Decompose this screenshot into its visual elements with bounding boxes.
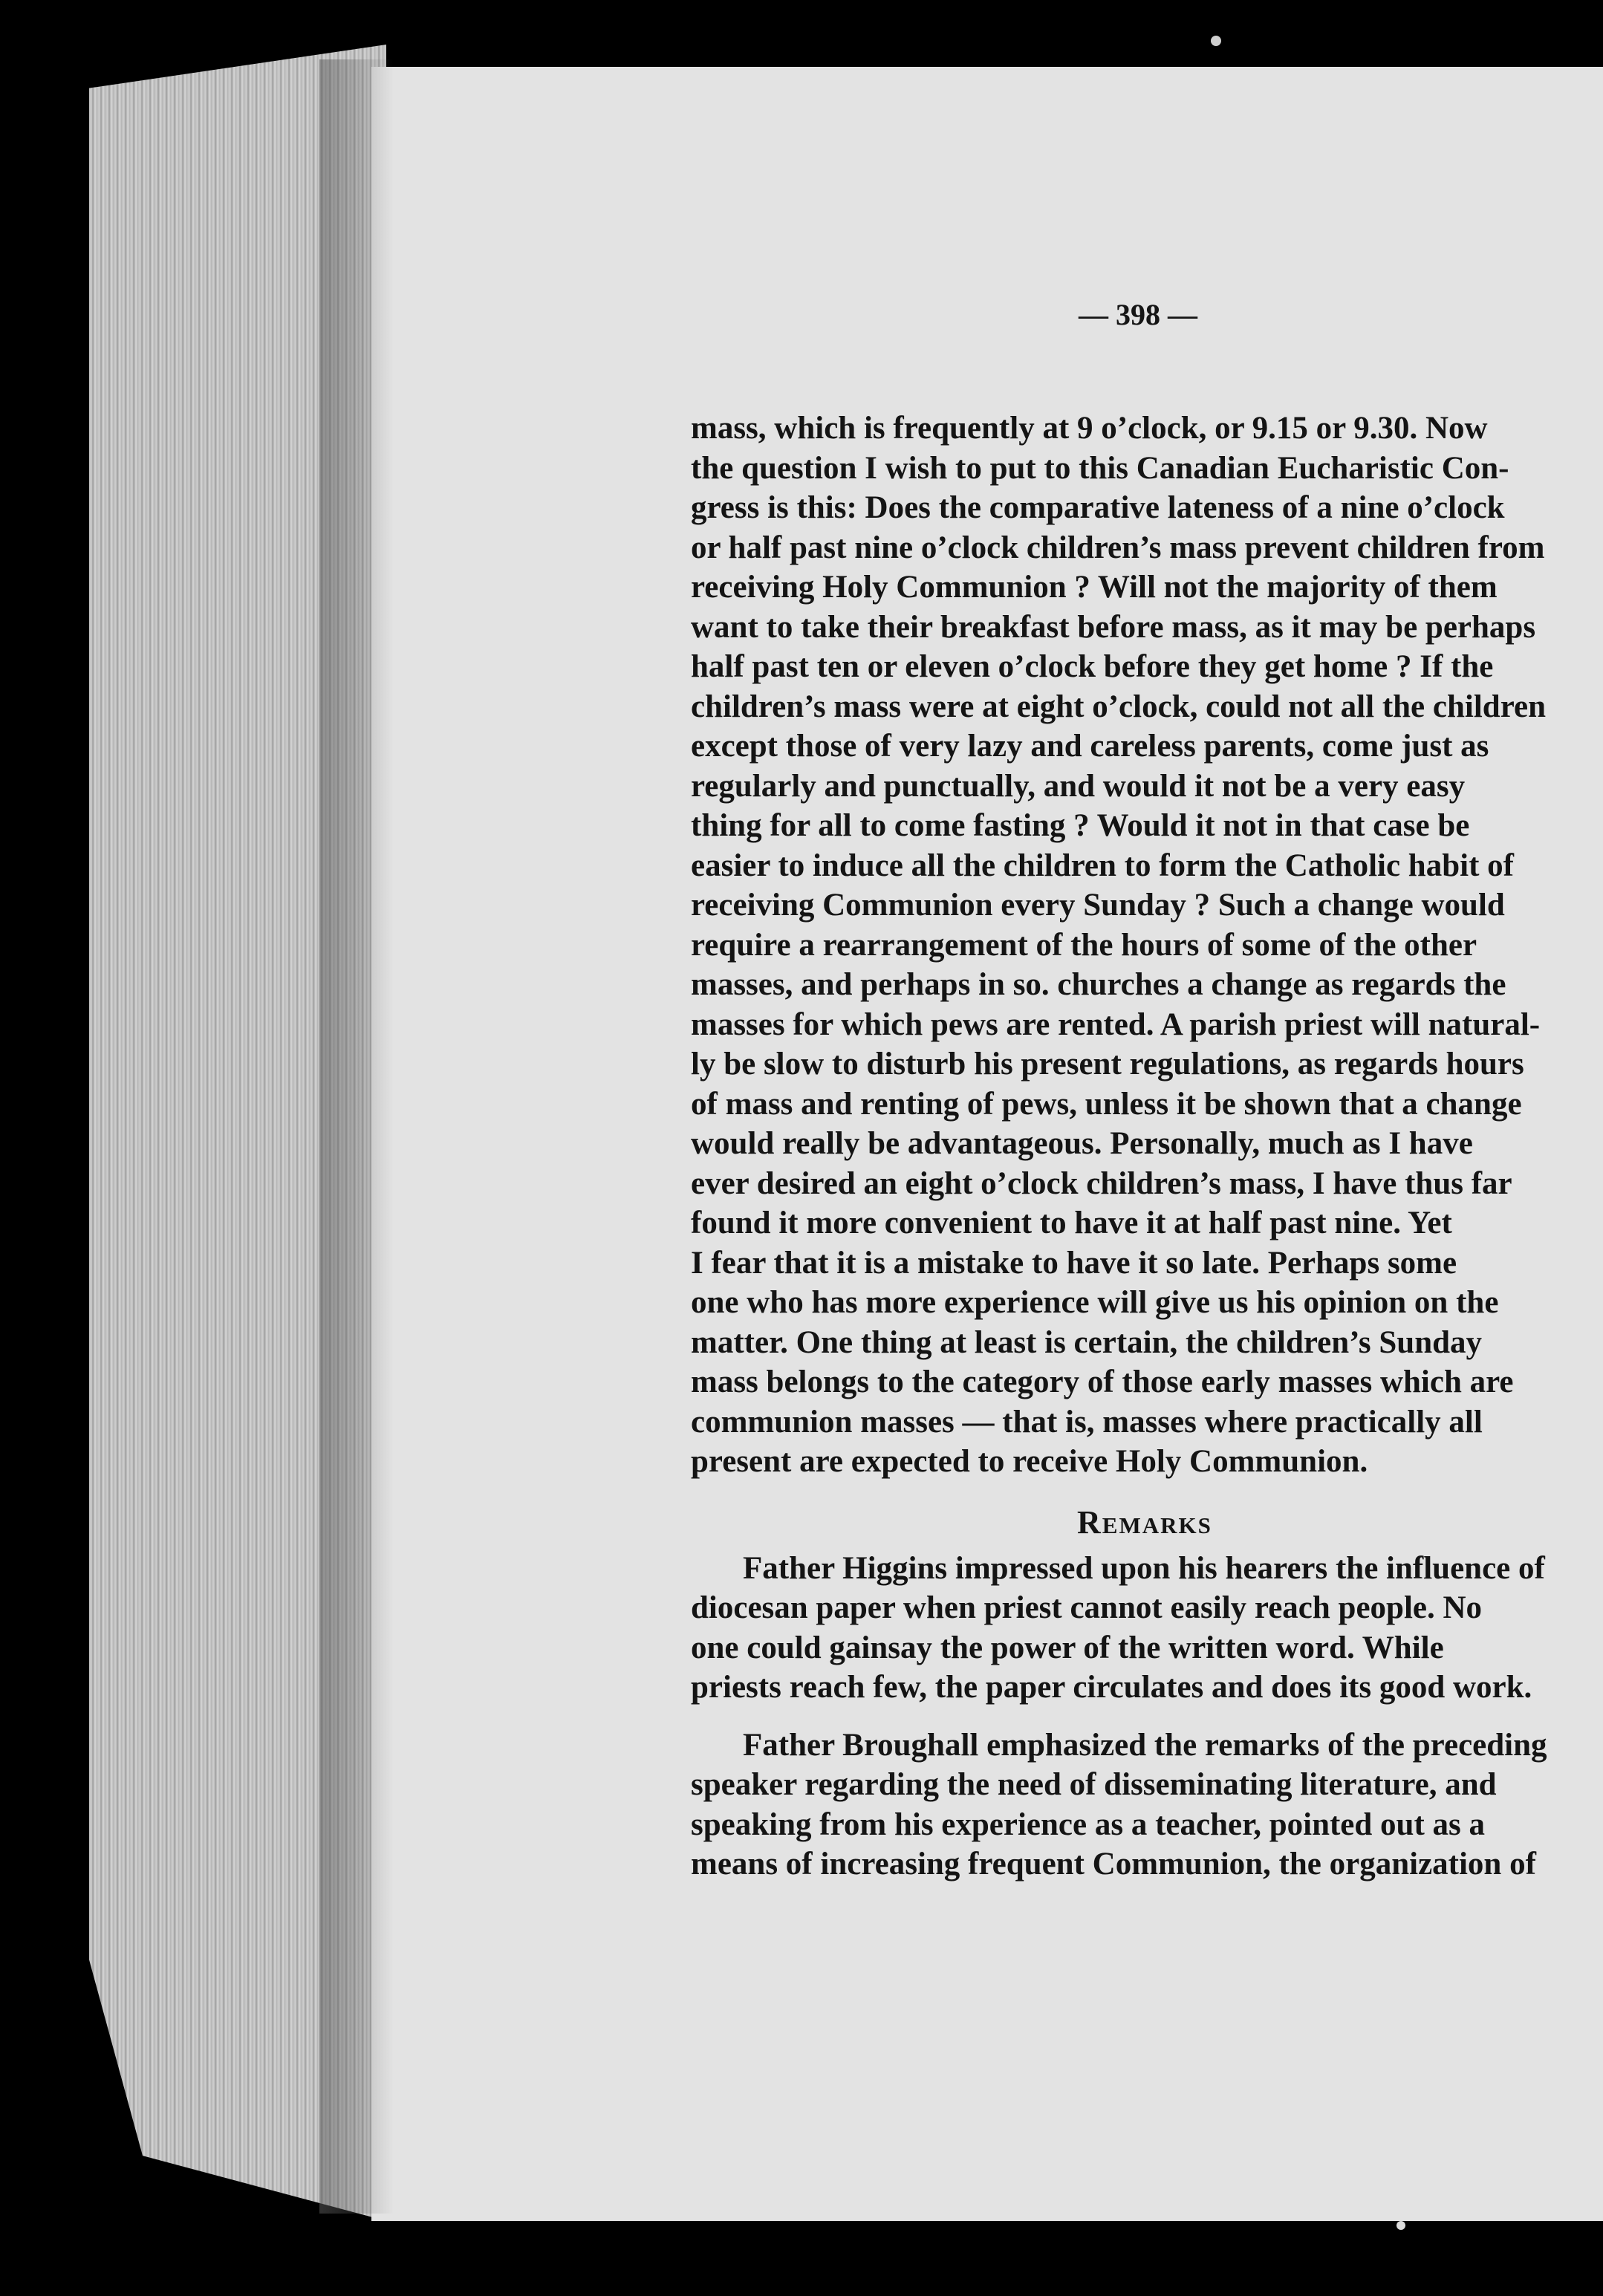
text-line: or half past nine o’clock children’s mass prevent children from: [691, 530, 1545, 565]
text-line: would really be advantageous. Personally, much as I have: [691, 1126, 1473, 1161]
text-line: regularly and punctually, and would it not be a very easy: [691, 768, 1466, 804]
text-line: speaking from his experience as a teacher, pointed out as a: [691, 1806, 1486, 1842]
paragraph-higgins: [691, 1549, 1603, 1708]
text-line: one could gainsay the power of the written word. While: [691, 1630, 1444, 1665]
text-line: Father Higgins impressed upon his hearers the influence of: [743, 1550, 1545, 1586]
body-text: [691, 409, 1603, 1482]
text-line: except those of very lazy and careless parents, come just as: [691, 729, 1489, 764]
text-line: I fear that it is a mistake to have it so late. Perhaps some: [691, 1245, 1457, 1281]
text-line: speaker regarding the need of disseminating literature, and: [691, 1767, 1497, 1802]
text-line: present are expected to receive Holy Communion.: [691, 1444, 1368, 1479]
text-line: ever desired an eight o’clock children’s mass, I have thus far: [691, 1165, 1512, 1201]
text-line: ly be slow to disturb his present regulations, as regards hours: [691, 1047, 1524, 1082]
text-line: found it more convenient to have it at half past nine. Yet: [691, 1206, 1452, 1240]
paragraph-broughall: [691, 1726, 1603, 1884]
text-line: mass, which is frequently at 9 o’clock, or 9.15 or 9.30. Now: [691, 411, 1488, 446]
text-line: one who has more experience will give us his opinion on the: [691, 1285, 1499, 1320]
paragraph-gap: [691, 1708, 1603, 1726]
gutter-shadow: [319, 59, 394, 2214]
text-line: easier to induce all the children to form the Catholic habit of: [691, 848, 1514, 883]
text-line: diocesan paper when priest cannot easily reach people. No: [691, 1590, 1483, 1625]
dust-speck: [1396, 2221, 1405, 2230]
text-line: the question I wish to put to this Canadian Eucharistic Con-: [691, 450, 1509, 486]
text-line: gress is this: Does the comparative lateness of a nine o’clock: [691, 490, 1505, 525]
page-number: — 398 —: [1079, 298, 1197, 331]
text-line: matter. One thing at least is certain, the children’s Sunday: [691, 1324, 1483, 1360]
text-block: [691, 409, 1603, 1884]
text-line: masses for which pews are rented. A parish priest will natural-: [691, 1006, 1541, 1042]
text-line: masses, and perhaps in so. churches a change as regards the: [691, 967, 1506, 1002]
text-line: require a rearrangement of the hours of some of the other: [691, 927, 1477, 963]
text-line: Father Broughall emphasized the remarks of the preceding: [743, 1727, 1547, 1763]
text-line: thing for all to come fasting ? Would it not in that case be: [691, 808, 1470, 843]
section-heading: Remarks: [1077, 1503, 1212, 1541]
text-line: communion masses — that is, masses where practically all: [691, 1404, 1483, 1440]
dust-speck: [1211, 36, 1221, 46]
text-line: children’s mass were at eight o’clock, could not all the children: [691, 689, 1547, 724]
text-line: mass belongs to the category of those early masses which are: [691, 1365, 1514, 1399]
text-line: means of increasing frequent Communion, the organization of: [691, 1847, 1536, 1882]
text-line: want to take their breakfast before mass, as it may be perhaps: [691, 609, 1536, 645]
text-line: of mass and renting of pews, unless it be shown that a change: [691, 1086, 1522, 1122]
text-line: receiving Communion every Sunday ? Such a change would: [691, 888, 1505, 923]
text-line: priests reach few, the paper circulates and does its good work.: [691, 1670, 1532, 1705]
text-line: receiving Holy Communion ? Will not the majority of them: [691, 570, 1498, 605]
text-line: half past ten or eleven o’clock before they get home ? If the: [691, 649, 1494, 684]
